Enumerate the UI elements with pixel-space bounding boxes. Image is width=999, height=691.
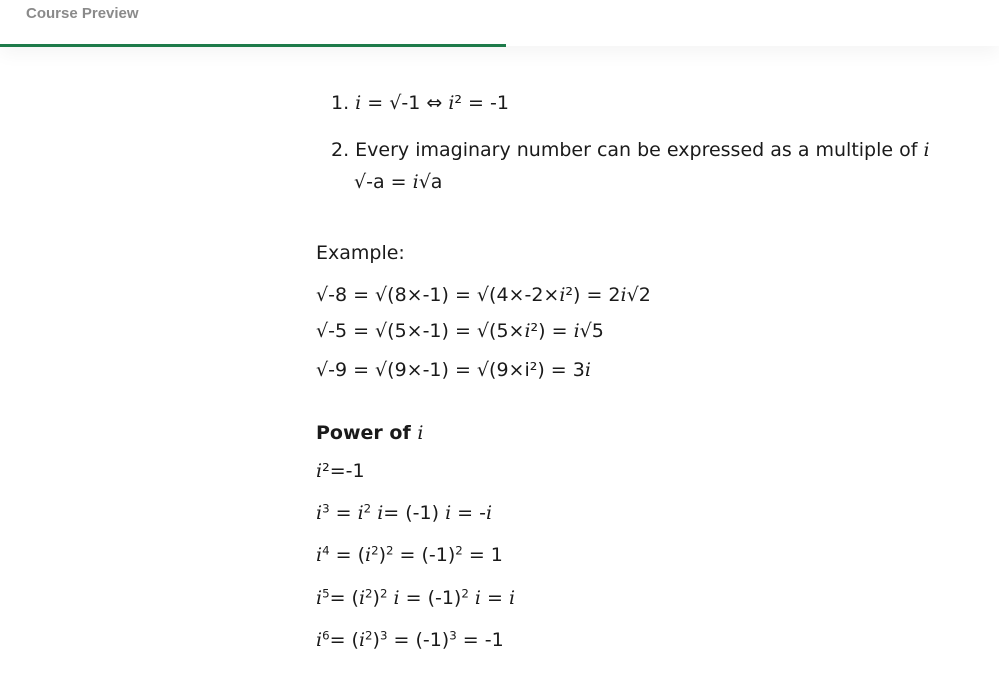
imaginary-unit: i [357,502,364,524]
imaginary-unit: i [417,422,424,444]
text-run: Power of [316,422,418,444]
imaginary-unit: i [365,544,372,566]
superscript: 3 [322,501,330,516]
power-heading [316,422,423,444]
example-3 [316,359,591,381]
imaginary-unit: i [923,139,930,161]
imaginary-unit: i [316,502,323,524]
text-run: = √-1 ⇔ [361,92,449,114]
superscript: 2 [461,586,469,601]
text-run: √-9 = √(9×-1) = √(9×i²) = 3 [316,359,585,381]
text-run: = (-1) [399,587,462,609]
text-run: ²) = [530,320,574,342]
imaginary-unit: i [445,502,452,524]
text-run: ) [378,544,386,566]
imaginary-unit: i [393,587,400,609]
superscript: 3 [449,628,457,643]
text-run: = (-1) [393,544,456,566]
imaginary-unit: i [573,320,580,342]
power-2 [316,460,365,482]
property-2 [331,139,930,161]
text-run: = ( [329,629,359,651]
text-run: = [480,587,509,609]
text-run: ) [372,629,380,651]
imaginary-unit: i [474,587,481,609]
text-run: = (-1) [383,502,446,524]
imaginary-unit: i [620,284,627,306]
imaginary-unit: i [316,460,323,482]
text-run: Example: [316,242,405,264]
power-6 [316,629,504,651]
imaginary-unit: i [524,320,531,342]
imaginary-unit: i [377,502,384,524]
imaginary-unit: i [316,587,323,609]
text-run: √-a = [354,171,413,193]
imaginary-unit: i [584,359,591,381]
imaginary-unit: i [486,502,493,524]
text-run: 2. Every imaginary number can be expressed as a multiple of [331,139,924,161]
text-run: √2 [626,284,651,306]
text-run: √a [418,171,443,193]
text-run: = -1 [456,629,504,651]
superscript: 6 [322,628,330,643]
example-heading [316,242,405,264]
superscript: 2 [363,501,372,516]
imaginary-unit: i [358,629,366,651]
text-run: ²) = 2 [565,284,621,306]
superscript: 2 [371,543,379,558]
imaginary-unit: i [358,587,366,609]
text-run: = ( [329,587,359,609]
superscript: 2 [379,586,388,601]
imaginary-unit: i [316,544,323,566]
text-run: = ( [329,544,365,566]
text-run: √-5 = √(5×-1) = √(5× [316,320,525,342]
page-title: Course Preview [26,5,139,22]
example-2 [316,320,604,342]
text-run: ²=-1 [322,460,365,482]
property-2-formula [354,171,442,193]
imaginary-unit: i [559,284,566,306]
imaginary-unit: i [355,92,362,114]
example-1 [316,284,651,306]
text-run: = (-1) [387,629,450,651]
imaginary-unit: i [508,587,516,609]
superscript: 2 [386,543,394,558]
imaginary-unit: i [316,629,323,651]
text-run: 1. [331,92,356,114]
superscript: 3 [379,628,388,643]
superscript: 5 [322,586,330,601]
property-1 [331,92,509,114]
text-run: √-8 = √(8×-1) = √(4×-2× [316,284,560,306]
text-run: ) [372,587,380,609]
power-3 [316,502,492,524]
imaginary-unit: i [412,171,419,193]
text-run: = 1 [462,544,503,566]
text-run: ² = -1 [454,92,509,114]
superscript: 2 [365,628,373,643]
superscript: 2 [365,586,373,601]
power-5 [316,587,515,609]
text-run: = - [451,502,486,524]
power-4 [316,544,503,566]
superscript: 4 [322,543,330,558]
imaginary-unit: i [448,92,455,114]
text-run: = [329,502,358,524]
superscript: 2 [455,543,463,558]
text-run: √5 [579,320,604,342]
